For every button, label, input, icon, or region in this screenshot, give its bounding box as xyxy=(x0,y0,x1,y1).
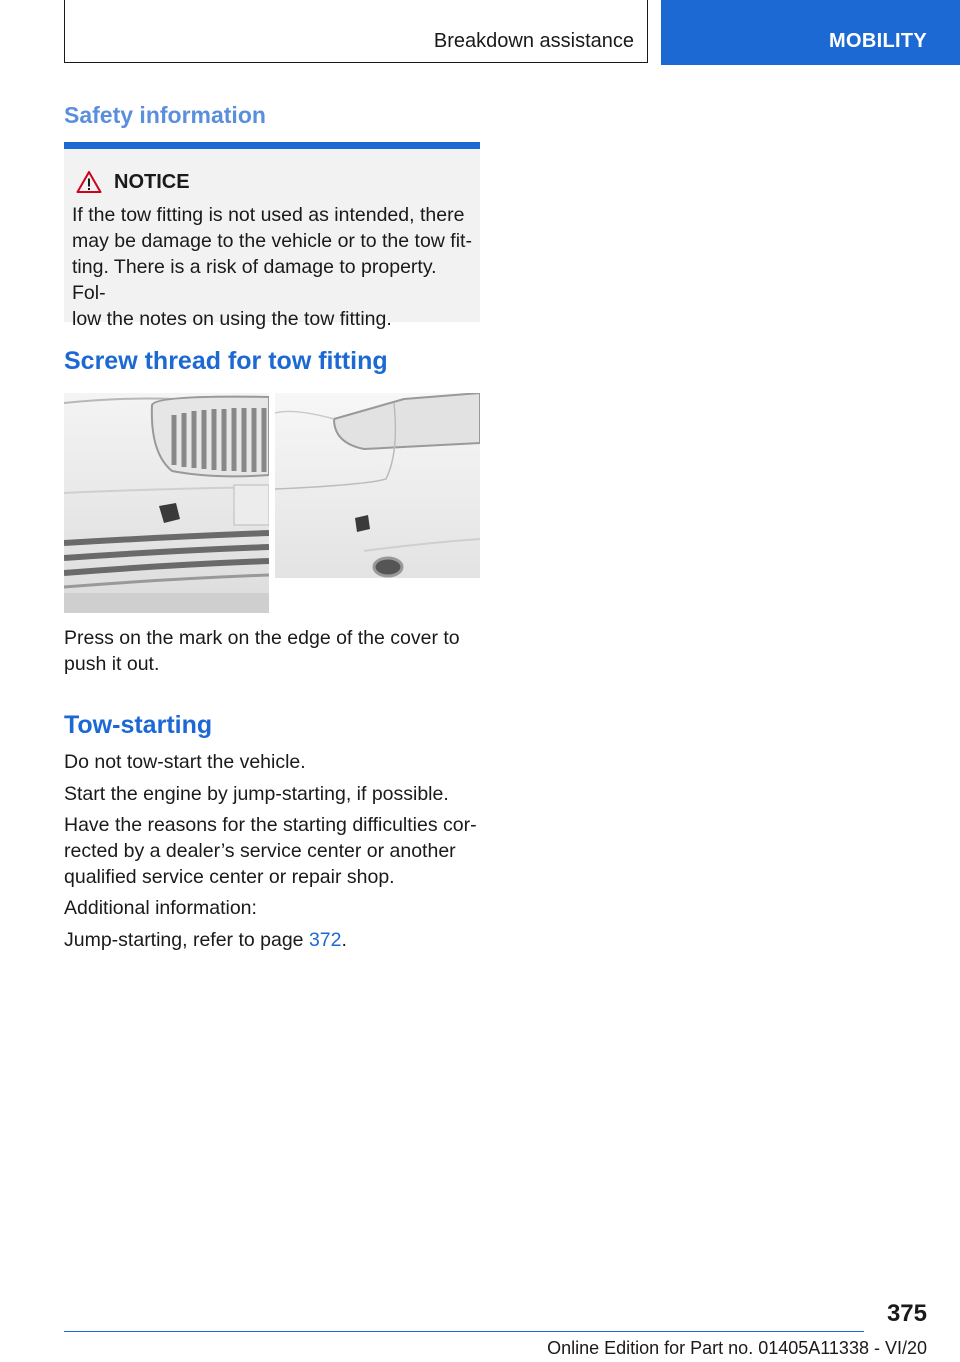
tow-starting-p2: Start the engine by jump-starting, if possible. xyxy=(64,783,449,805)
front-bumper-view xyxy=(64,393,269,613)
notice-line: may be damage to the vehicle or to the tow fit- xyxy=(72,230,472,252)
notice-line: low the notes on using the tow fitting. xyxy=(72,308,392,330)
tow-starting-p4: Additional information: xyxy=(64,897,257,919)
notice-line: ting. There is a risk of damage to property. Fol- xyxy=(72,256,437,304)
tow-fitting-illustration xyxy=(64,393,480,613)
p5-suffix: . xyxy=(341,929,347,951)
tow-starting-p3 xyxy=(64,812,480,890)
notice-box xyxy=(64,142,480,330)
notice-label: NOTICE xyxy=(114,170,190,193)
p3-line: qualified service center or repair shop. xyxy=(64,866,395,888)
p3-line: Have the reasons for the starting difficulties cor- xyxy=(64,814,477,836)
tow-starting-p5 xyxy=(64,927,480,953)
caption-line: Press on the mark on the edge of the cover to xyxy=(64,627,460,649)
page-header xyxy=(0,0,960,66)
footer-edition: Online Edition for Part no. 01405A11338 - VI/20 xyxy=(547,1338,927,1358)
screw-thread-caption xyxy=(64,625,480,677)
page-reference-link[interactable]: 372 xyxy=(308,929,342,951)
caption-line: push it out. xyxy=(64,653,160,675)
page-number: 375 xyxy=(886,1300,927,1327)
chapter-tab[interactable]: MOBILITY xyxy=(661,0,960,65)
rear-bumper-view xyxy=(275,393,480,578)
notice-text xyxy=(72,202,472,332)
notice-header xyxy=(72,169,472,195)
warning-triangle-icon xyxy=(76,170,102,194)
notice-line: If the tow fitting is not used as intended, there xyxy=(72,204,465,226)
tow-starting-heading: Tow-starting xyxy=(64,711,213,739)
screw-thread-heading: Screw thread for tow fitting xyxy=(64,347,388,375)
footer-divider xyxy=(64,1331,864,1332)
p5-prefix: Jump-starting, refer to page xyxy=(64,929,309,951)
p3-line: rected by a dealer’s service center or another xyxy=(64,840,456,862)
safety-heading: Safety information xyxy=(64,102,266,128)
tow-starting-p1: Do not tow-start the vehicle. xyxy=(64,751,306,773)
section-title: Breakdown assistance xyxy=(64,0,648,63)
